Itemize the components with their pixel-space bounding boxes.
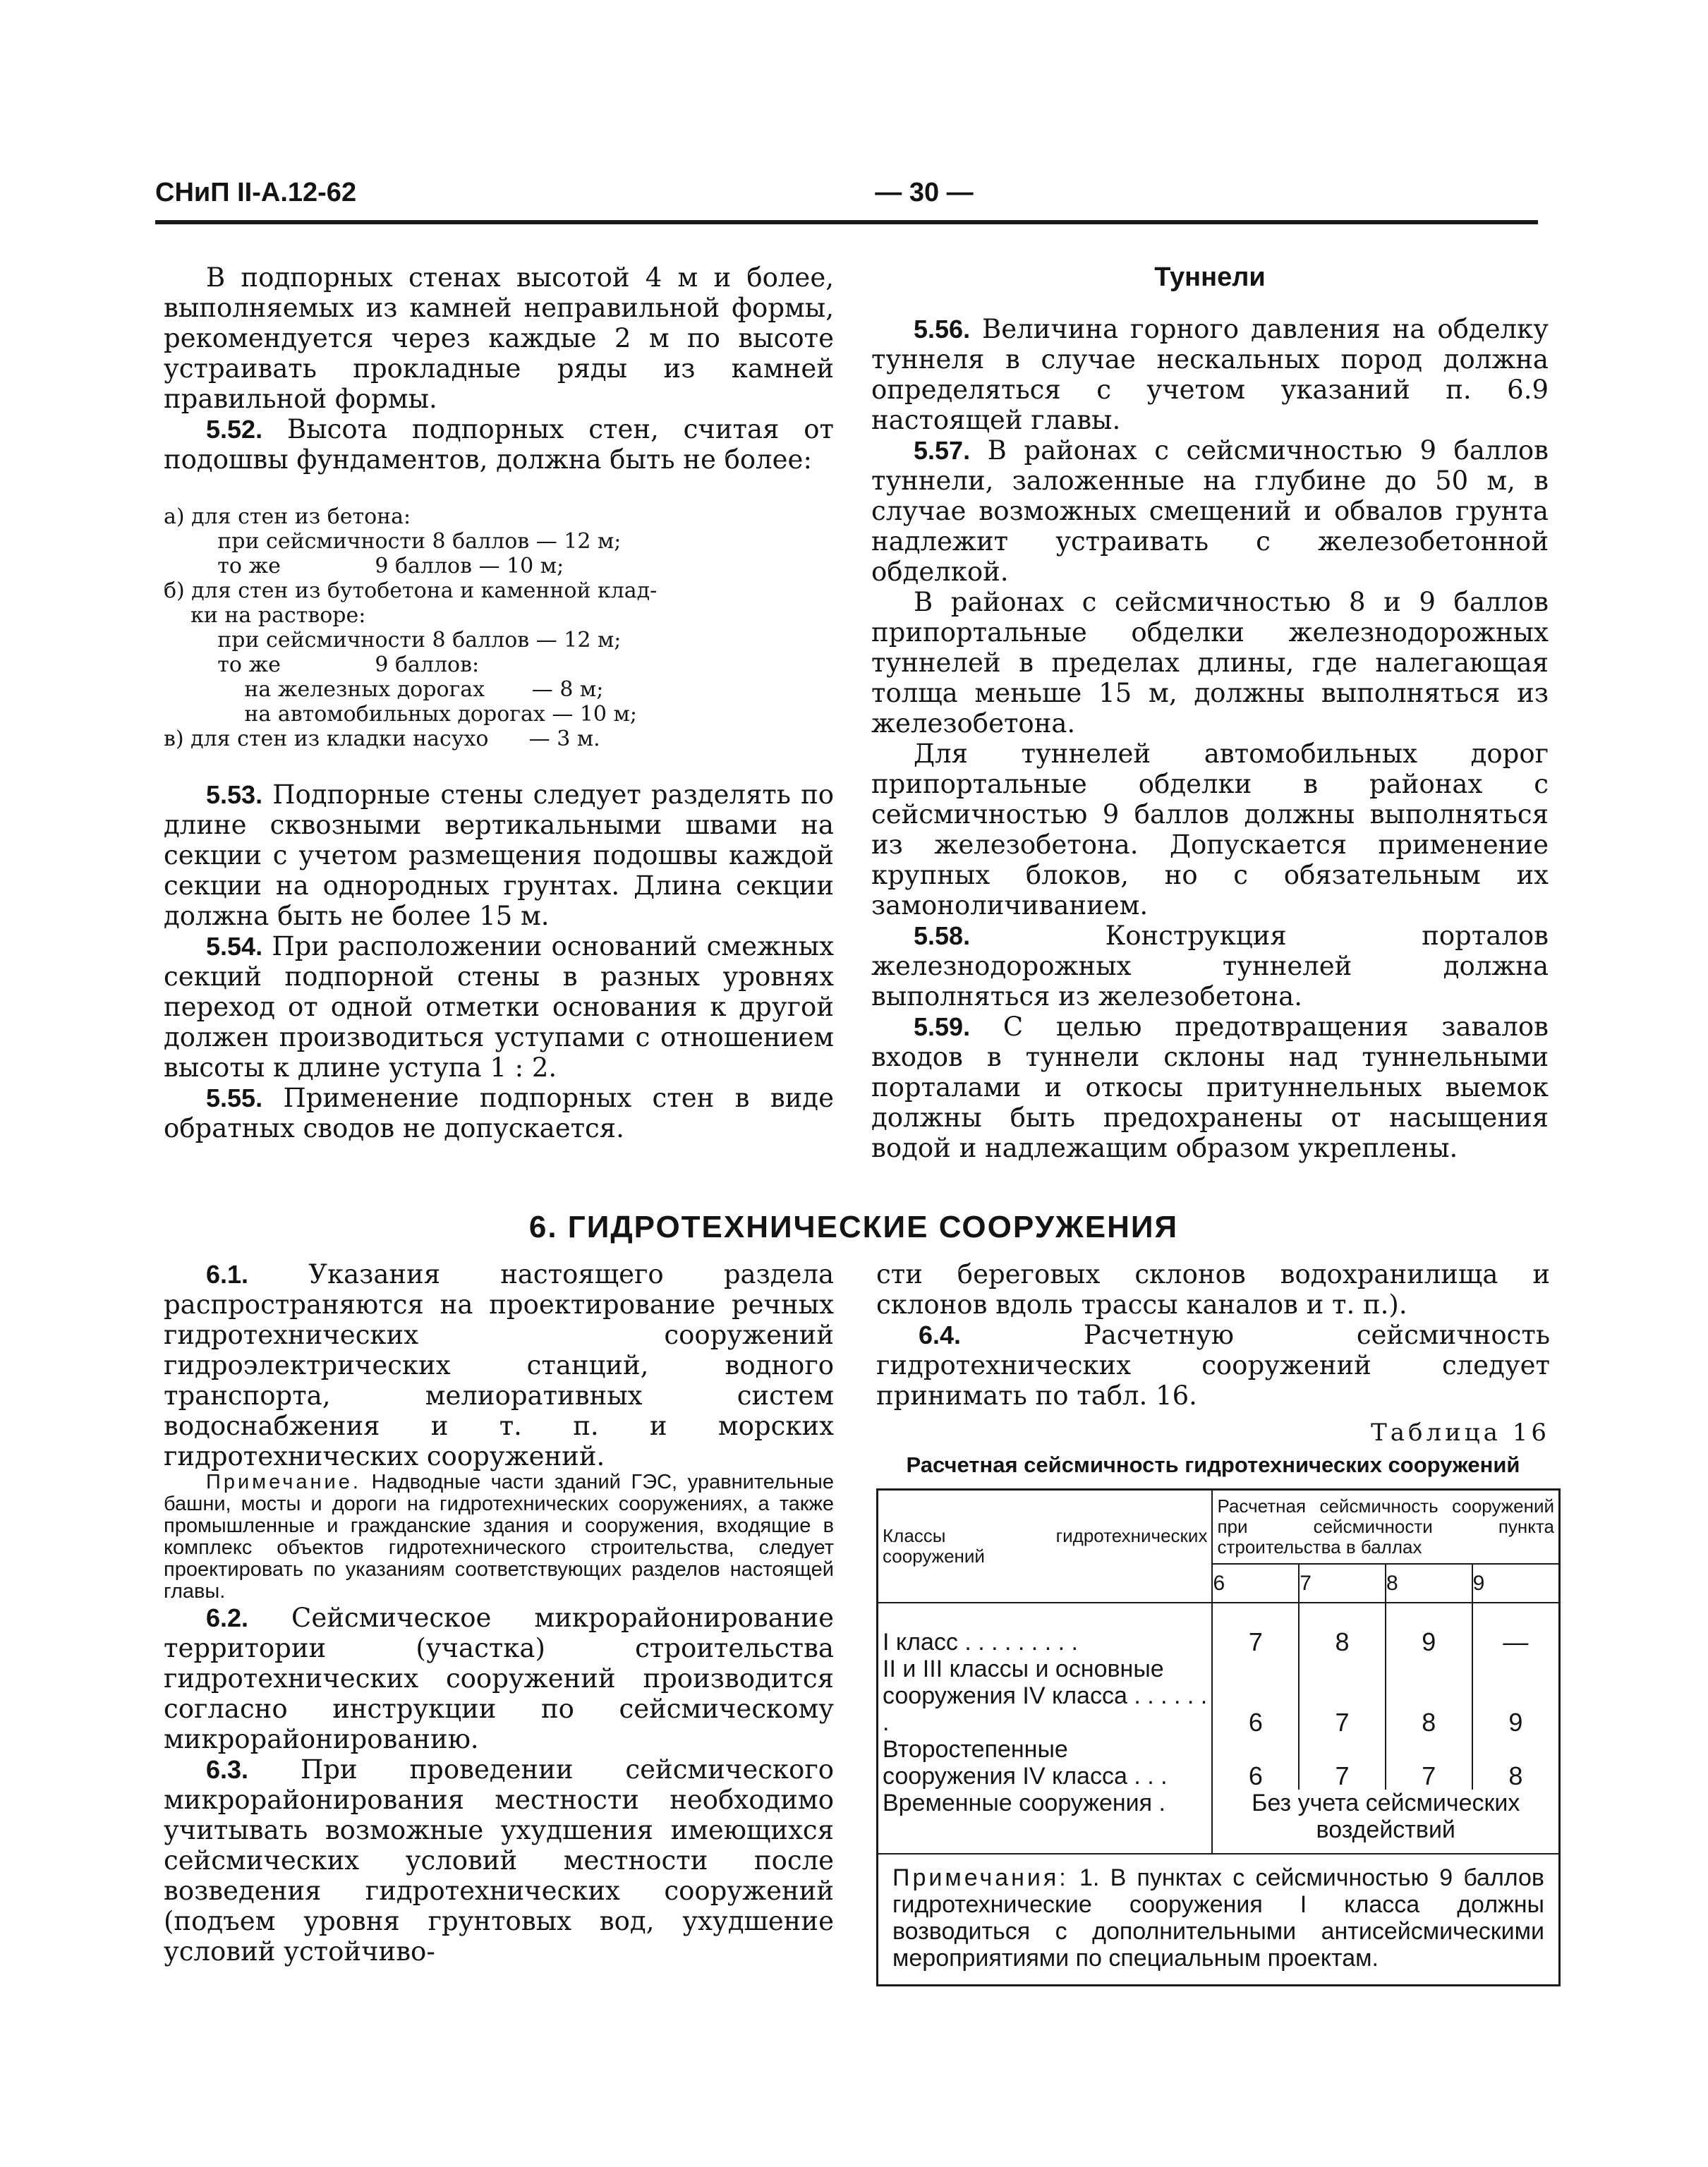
paragraph-5-54: [164, 931, 834, 1083]
clause-text: Высота подпорных стен, считая от подошвы фундаментов, должна быть не более:: [164, 414, 835, 475]
column-header-intensity: 6: [1212, 1564, 1299, 1603]
clause-text: Применение подпорных стен в виде обратных сводов не допускается.: [164, 1083, 834, 1143]
upper-left-column: [164, 262, 834, 1143]
clause-text: При проведении сейсмического микрорайонирования местности необходимо учитывать возможные ухудшения имеющихся сейсмических условий местности после возведения гидротехнических сооружений (подъем уровня грунтовых вод, ухудшение условий устойчиво-: [164, 1754, 834, 1967]
row-label: Второстепенные сооружения IV класса . . .: [878, 1736, 1213, 1790]
table-row: [878, 1790, 1560, 1854]
table-cell: —: [1472, 1603, 1560, 1656]
note-text: Надводные части зданий ГЭС, уравнительные башни, мосты и дороги на гидротехнических сооружениях, а также промышленные и гражданские здания и сооружения, входящие в комплекс объектов гидротехнического строительства, следует проектировать по указаниям соответствующих разделов настоящей главы.: [164, 1471, 834, 1603]
paragraph-5-57-c: Для туннелей автомобильных дорог припортальные обделки в районах с сейсмичностью 9 баллов должны выполняться из железобетона. Допускается применение крупных блоков, но с обязательным их замоноличиванием.: [871, 739, 1549, 921]
clause-number: 5.56.: [914, 315, 971, 344]
clause-number: 5.55.: [206, 1084, 263, 1112]
clause-number: 5.53.: [206, 780, 263, 809]
table-row: [878, 1736, 1560, 1790]
paragraph-6-4: [876, 1320, 1550, 1411]
tunnels-heading: Туннели: [1154, 262, 1266, 292]
clause-number: 5.58.: [914, 921, 971, 950]
upper-right-column: [871, 262, 1549, 1163]
table-title: Расчетная сейсмичность гидротехнических сооружений: [906, 1452, 1520, 1477]
table-cell: 8: [1386, 1656, 1472, 1736]
table-cell: 7: [1299, 1736, 1386, 1790]
clause-text: Конструкция порталов железнодорожных туннелей должна выполняться из железобетона.: [871, 921, 1549, 1012]
paragraph-5-58: [871, 921, 1549, 1012]
list-item: а) для стен из бетона:: [164, 504, 411, 529]
table-note: [878, 1854, 1560, 1986]
table-cell: 7: [1299, 1656, 1386, 1736]
table-cell: 9: [1472, 1656, 1560, 1736]
column-header-group: Расчетная сейсмичность сооружений при сейсмичности пункта строительства в баллах: [1212, 1490, 1559, 1565]
list-item: на автомобильных дорогах — 10 м;: [164, 702, 638, 727]
clause-number: 5.54.: [206, 932, 263, 961]
page-number: — 30 —: [875, 178, 974, 207]
paragraph-6-3: [164, 1754, 834, 1967]
table-row: [878, 1656, 1560, 1736]
table-note-row: [878, 1854, 1560, 1986]
lower-left-column: [164, 1259, 834, 1967]
clause-text: Указания настоящего раздела распространяются на проектирование речных гидротехнических сооружений гидроэлектрических станций, водного транспорта, мелиоративных систем водоснабжения и т. п. и морских гидротехнических сооружений.: [164, 1259, 835, 1471]
table-note-label: Примечания:: [892, 1864, 1069, 1891]
note-6-1: [164, 1471, 834, 1603]
table-caption: Таблица 16: [1371, 1419, 1550, 1447]
column-header-intensity: 9: [1472, 1564, 1560, 1603]
table-cell: 9: [1386, 1603, 1472, 1656]
paragraph-5-53: [164, 779, 834, 931]
clause-text: С целью предотвращения завалов входов в туннели склоны над туннельными порталами и откосы притуннельных выемок должны быть предохранены от насыщения водой и надлежащим образом укреплены.: [871, 1012, 1549, 1163]
table-row: [878, 1603, 1560, 1656]
list-item: при сейсмичности 8 баллов — 12 м;: [164, 628, 622, 652]
clause-text: При расположении оснований смежных секций подпорной стены в разных уровнях переход от одной отметки основания к другой должен производиться уступами с отношением высоты к длине уступа 1 : 2.: [164, 931, 834, 1083]
lower-right-column: [876, 1259, 1554, 1986]
paragraph-5-57: [871, 435, 1549, 587]
row-label: Временные сооружения .: [878, 1790, 1213, 1854]
table-note-text: 1. В пунктах с сейсмичностью 9 баллов гидротехнические сооружения I класса должны возводиться с дополнительными антисейсмическими мероприятиями по специальным проектам.: [892, 1864, 1544, 1972]
table-cell: 7: [1212, 1603, 1299, 1656]
table-cell: 8: [1472, 1736, 1560, 1790]
paragraph-5-52: [164, 414, 834, 475]
clause-text: В районах с сейсмичностью 9 баллов туннели, заложенные на глубине до 50 м, в случае возможных смещений и обвалов грунта надлежит устраивать с железобетонной обделкой.: [871, 435, 1549, 587]
clause-number: 6.2.: [206, 1603, 249, 1632]
column-header-classes: Классы гидротехнических сооружений: [878, 1490, 1213, 1603]
table-cell: 7: [1386, 1736, 1472, 1790]
document-code: СНиП II-А.12-62: [155, 178, 357, 207]
table-cell-merged: Без учета сейсмических воздействий: [1212, 1790, 1559, 1854]
row-label: I класс . . . . . . . . .: [878, 1603, 1213, 1656]
section-heading: 6. ГИДРОТЕХНИЧЕСКИЕ СООРУЖЕНИЯ: [528, 1210, 1179, 1244]
clause-number: 5.57.: [914, 436, 971, 465]
wall-height-list: [164, 504, 834, 751]
list-item: то же 9 баллов — 10 м;: [164, 554, 564, 578]
list-item: ки на растворе:: [164, 603, 366, 628]
clause-text: Подпорные стены следует разделять по длине сквозными вертикальными швами на секции с учетом размещения подошвы каждой секции на однородных грунтах. Длина секции должна быть не более 15 м.: [164, 779, 835, 931]
list-item: то же 9 баллов:: [164, 652, 480, 677]
paragraph-5-55: [164, 1083, 834, 1143]
clause-number: 6.1.: [206, 1260, 249, 1289]
table-cell: 8: [1299, 1603, 1386, 1656]
clause-text: Сейсмическое микрорайонирование территории (участка) строительства гидротехнических сооружений производится согласно инструкции по сейсмическому микрорайонированию.: [164, 1603, 835, 1754]
table-cell: 6: [1212, 1736, 1299, 1790]
list-item: на железных дорогах — 8 м;: [164, 677, 604, 702]
list-item: б) для стен из бутобетона и каменной клад-: [164, 578, 658, 603]
row-label: II и III классы и основные сооружения IV класса . . . . . . .: [878, 1656, 1213, 1736]
clause-text: Расчетную сейсмичность гидротехнических сооружений следует принимать по табл. 16.: [876, 1320, 1550, 1411]
list-item: при сейсмичности 8 баллов — 12 м;: [164, 529, 622, 554]
column-header-intensity: 8: [1386, 1564, 1472, 1603]
paragraph-5-57-b: В районах с сейсмичностью 8 и 9 баллов припортальные обделки железнодорожных туннелей в пределах длины, где налегающая толща меньше 15 м, должны выполняться из железобетона.: [871, 587, 1549, 739]
column-header-intensity: 7: [1299, 1564, 1386, 1603]
table-cell: 6: [1212, 1656, 1299, 1736]
clause-number: 5.52.: [206, 415, 263, 444]
paragraph-5-56: [871, 314, 1549, 435]
paragraph-retaining-walls-intro: В подпорных стенах высотой 4 м и более, выполняемых из камней неправильной формы, рекомендуется через каждые 2 м по высоте устраивать прокладные ряды из камней правильной формы.: [164, 262, 834, 414]
clause-number: 6.4.: [919, 1321, 962, 1349]
clause-number: 6.3.: [206, 1755, 249, 1784]
clause-number: 5.59.: [914, 1012, 971, 1041]
seismicity-table: [876, 1488, 1561, 1986]
list-item: в) для стен из кладки насухо — 3 м.: [164, 727, 600, 751]
paragraph-6-2: [164, 1603, 834, 1754]
header-rule: [155, 220, 1538, 224]
note-label: Примечание.: [206, 1471, 361, 1493]
paragraph-6-1: [164, 1259, 834, 1471]
paragraph-6-3-continued: сти береговых склонов водохранилища и склонов вдоль трассы каналов и т. п.).: [876, 1259, 1550, 1320]
paragraph-5-59: [871, 1012, 1549, 1163]
clause-text: Величина горного давления на обделку туннеля в случае нескальных пород должна определяться с учетом указаний п. 6.9 настоящей главы.: [871, 314, 1549, 435]
